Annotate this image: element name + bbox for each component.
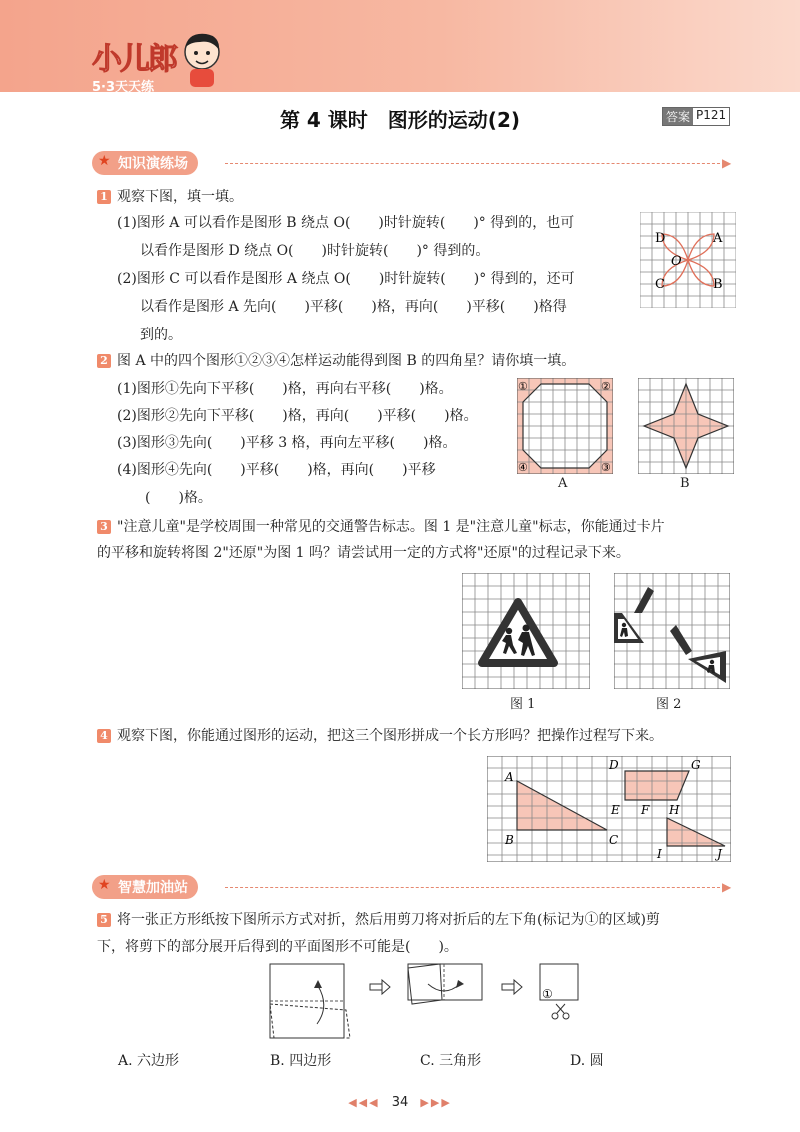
q2-stem bbox=[97, 352, 575, 370]
q4-label-e: E bbox=[611, 803, 620, 817]
q2-piece-3: ③ bbox=[601, 461, 611, 474]
section-divider bbox=[225, 163, 725, 164]
q2-line5: ( )格。 bbox=[145, 490, 212, 506]
q1-label-d: D bbox=[655, 231, 666, 246]
page-footer bbox=[0, 1095, 800, 1110]
mascot-boy-icon bbox=[176, 28, 228, 88]
q4-label-i: I bbox=[657, 847, 662, 861]
q1-line4: 以看作是图形 A 先向( )平移( )格，再向( )平移( )格得 bbox=[140, 299, 567, 315]
q5-circle-label: ① bbox=[542, 987, 553, 1001]
q5-option-d[interactable]: D. 圆 bbox=[570, 1053, 604, 1069]
lesson-title: 第 4 课时 图形的运动(2) bbox=[279, 108, 521, 132]
q2-stem-text: 图 A 中的四个图形①②③④怎样运动能得到图 B 的四角星？请你填一填。 bbox=[117, 353, 576, 369]
q4-label-a: A bbox=[505, 770, 514, 784]
q4-label-h: H bbox=[669, 803, 680, 817]
answer-page: P121 bbox=[696, 108, 727, 122]
q5-line1 bbox=[97, 911, 660, 929]
q4-number: 4 bbox=[97, 729, 111, 743]
q1-stem-text: 观察下图，填一填。 bbox=[117, 189, 243, 205]
q1-rotation-figure bbox=[640, 212, 736, 308]
q4-stem bbox=[97, 727, 663, 745]
q5-folding-steps bbox=[262, 962, 582, 1040]
q5-line1-text: 将一张正方形纸按下图所示方式对折，然后用剪刀将对折后的左下角(标记为①的区域)剪 bbox=[117, 912, 660, 928]
section-practice bbox=[92, 150, 198, 176]
q4-label-b: B bbox=[505, 833, 514, 847]
star-icon: ★ bbox=[98, 153, 111, 169]
scissors-icon bbox=[552, 1004, 569, 1019]
q3-line1-text: "注意儿童"是学校周围一种常见的交通警告标志。图 1 是"注意儿童"标志，你能通过卡片 bbox=[117, 519, 665, 535]
q1-line1: (1)图形 A 可以看作是图形 B 绕点 O( )时针旋转( )° 得到的，也可 bbox=[117, 215, 575, 231]
section-divider-2 bbox=[225, 887, 725, 888]
arrow-right-icon bbox=[502, 980, 522, 994]
q2-figure-b bbox=[638, 378, 734, 474]
q2-figure-a bbox=[517, 378, 613, 474]
q2-piece-2: ② bbox=[601, 380, 611, 393]
q1-line3: (2)图形 C 可以看作是图形 A 绕点 O( )时针旋转( )° 得到的，还可 bbox=[117, 271, 575, 287]
q4-line1-text: 观察下图，你能通过图形的运动，把这三个图形拼成一个长方形吗？把操作过程写下来。 bbox=[117, 728, 663, 744]
arrow-right-icon: ▶ bbox=[722, 880, 732, 894]
q2-caption-a: A bbox=[558, 476, 568, 491]
q4-label-g: G bbox=[691, 758, 701, 772]
brand-name: 小儿郎 bbox=[92, 42, 176, 77]
arrow-right-icon: ▶ bbox=[722, 156, 732, 170]
q2-caption-b: B bbox=[680, 476, 690, 491]
q4-label-c: C bbox=[609, 833, 619, 847]
q5-option-b[interactable]: B. 四边形 bbox=[270, 1053, 332, 1069]
prev-arrows-icon: ◀◀◀ bbox=[348, 1096, 380, 1109]
q1-label-b: B bbox=[713, 277, 723, 292]
q2-line2: (2)图形②先向下平移( )格，再向( )平移( )格。 bbox=[117, 408, 478, 424]
q1-stem bbox=[97, 188, 243, 206]
arrow-right-icon bbox=[370, 980, 390, 994]
q5-line2: 下，将剪下的部分展开后得到的平面图形不可能是( )。 bbox=[97, 939, 458, 955]
section-practice-label: 知识演练场 bbox=[118, 156, 188, 172]
next-arrows-icon: ▶▶▶ bbox=[420, 1096, 452, 1109]
q2-line1: (1)图形①先向下平移( )格，再向右平移( )格。 bbox=[117, 381, 453, 397]
q4-label-f: F bbox=[641, 803, 650, 817]
q1-number: 1 bbox=[97, 190, 111, 204]
q4-figure bbox=[487, 756, 731, 862]
q1-line2: 以看作是图形 D 绕点 O( )时针旋转( )° 得到的。 bbox=[140, 243, 490, 259]
section-wisdom-label: 智慧加油站 bbox=[118, 880, 188, 896]
q1-label-o: O bbox=[671, 254, 682, 269]
q5-option-a[interactable]: A. 六边形 bbox=[118, 1053, 180, 1069]
page-number: 34 bbox=[391, 1095, 409, 1110]
q4-label-j: J bbox=[717, 847, 722, 861]
q1-label-a: A bbox=[713, 231, 723, 246]
q5-option-c[interactable]: C. 三角形 bbox=[420, 1053, 482, 1069]
q3-caption-1: 图 1 bbox=[510, 697, 536, 712]
q3-line2: 的平移和旋转将图 2"还原"为图 1 吗？请尝试用一定的方式将"还原"的过程记录下来。 bbox=[97, 545, 630, 561]
q4-label-d: D bbox=[609, 758, 619, 772]
answer-key-tag[interactable] bbox=[662, 107, 730, 126]
q2-piece-1: ① bbox=[518, 380, 528, 393]
q1-line5: 到的。 bbox=[140, 327, 182, 343]
q3-figure-1 bbox=[462, 573, 590, 689]
q3-caption-2: 图 2 bbox=[656, 697, 682, 712]
q3-number: 3 bbox=[97, 520, 111, 534]
q2-piece-4: ④ bbox=[518, 461, 528, 474]
q2-number: 2 bbox=[97, 354, 111, 368]
q1-label-c: C bbox=[655, 277, 665, 292]
q2-line4: (4)图形④先向( )平移( )格，再向( )平移 bbox=[117, 462, 436, 478]
section-wisdom bbox=[92, 874, 198, 900]
star-icon: ★ bbox=[98, 877, 111, 893]
q3-figure-2 bbox=[614, 573, 730, 689]
q5-number: 5 bbox=[97, 913, 111, 927]
q2-line3: (3)图形③先向( )平移 3 格，再向左平移( )格。 bbox=[117, 435, 457, 451]
series-name: 5·3天天练 bbox=[92, 80, 155, 95]
q3-line1 bbox=[97, 518, 665, 536]
answer-key-label: 答案 bbox=[663, 108, 693, 125]
brand-logo bbox=[92, 34, 176, 95]
